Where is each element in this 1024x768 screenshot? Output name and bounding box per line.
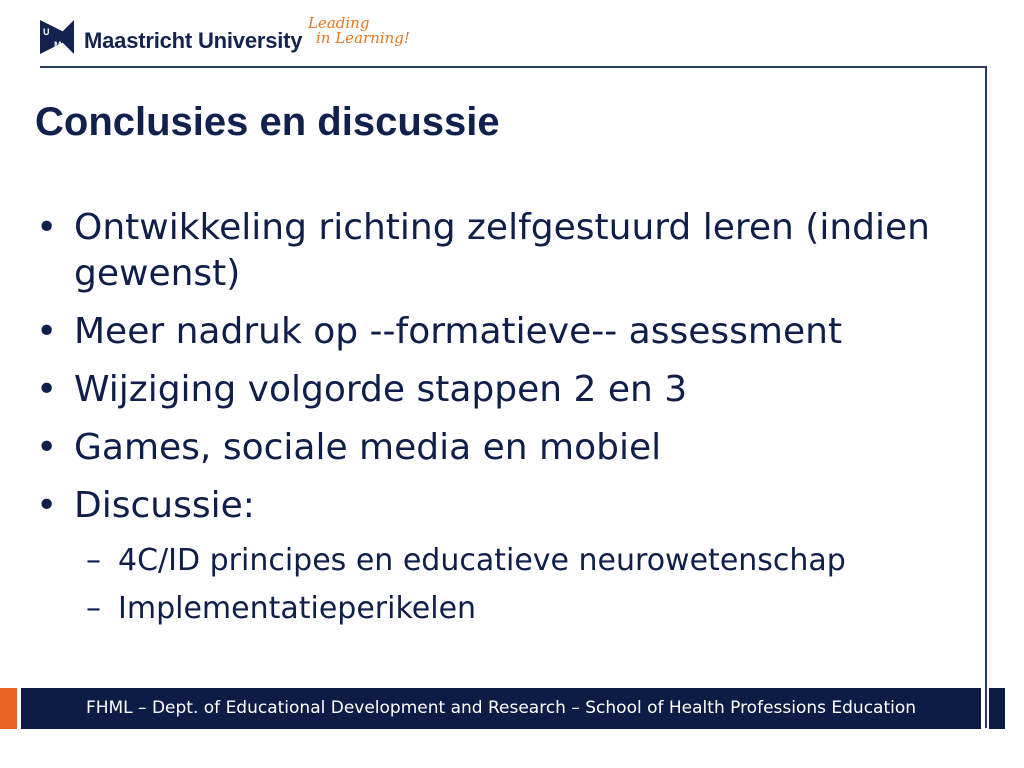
footer-bar <box>21 688 981 729</box>
bullet-text: Discussie: <box>74 485 255 526</box>
right-border-line <box>985 66 987 728</box>
header-divider <box>40 66 987 68</box>
um-logo-mark-icon <box>40 20 74 54</box>
bullet-dot: • <box>36 485 58 526</box>
slide-title: Conclusies en discussie <box>35 100 500 144</box>
logo-mark-letter-u: U <box>43 27 50 37</box>
footer-text: FHML – Dept. of Educational Development and Research – School of Health Professions Education <box>85 698 917 718</box>
footer-end-block <box>989 688 1005 729</box>
footer-accent-bar <box>0 688 17 729</box>
sub-bullet-text: 4C/ID principes en educatieve neurowetenschap <box>118 543 846 578</box>
university-name: Maastricht University <box>84 28 303 53</box>
bullet-text: Meer nadruk op --formatieve-- assessment <box>74 311 843 352</box>
bullet-dot: • <box>36 369 58 410</box>
university-logo <box>40 14 420 62</box>
sub-bullet-item <box>74 537 966 585</box>
bullet-text: Wijziging volgorde stappen 2 en 3 <box>74 369 688 410</box>
bullet-item <box>36 483 966 633</box>
logo-tagline-line1: Leading <box>308 14 370 32</box>
bullet-item <box>36 205 966 297</box>
bullet-list <box>36 205 966 645</box>
logo-tagline <box>308 16 420 46</box>
sub-bullet-item <box>74 585 966 633</box>
bullet-item <box>36 367 966 413</box>
bullet-text: Games, sociale media en mobiel <box>74 427 662 468</box>
sub-bullet-list <box>74 537 966 633</box>
sub-bullet-text: Implementatieperikelen <box>118 591 477 626</box>
logo-tagline-line2: in Learning! <box>316 29 410 47</box>
bullet-text: Ontwikkeling richting zelfgestuurd leren (indien gewenst) <box>74 207 930 294</box>
sub-bullet-dash: – <box>86 543 101 578</box>
bullet-item <box>36 425 966 471</box>
bullet-dot: • <box>36 311 58 352</box>
logo-mark-letter-m: M <box>54 40 62 50</box>
sub-bullet-dash: – <box>86 591 101 626</box>
bullet-item <box>36 309 966 355</box>
bullet-dot: • <box>36 207 58 248</box>
bullet-dot: • <box>36 427 58 468</box>
